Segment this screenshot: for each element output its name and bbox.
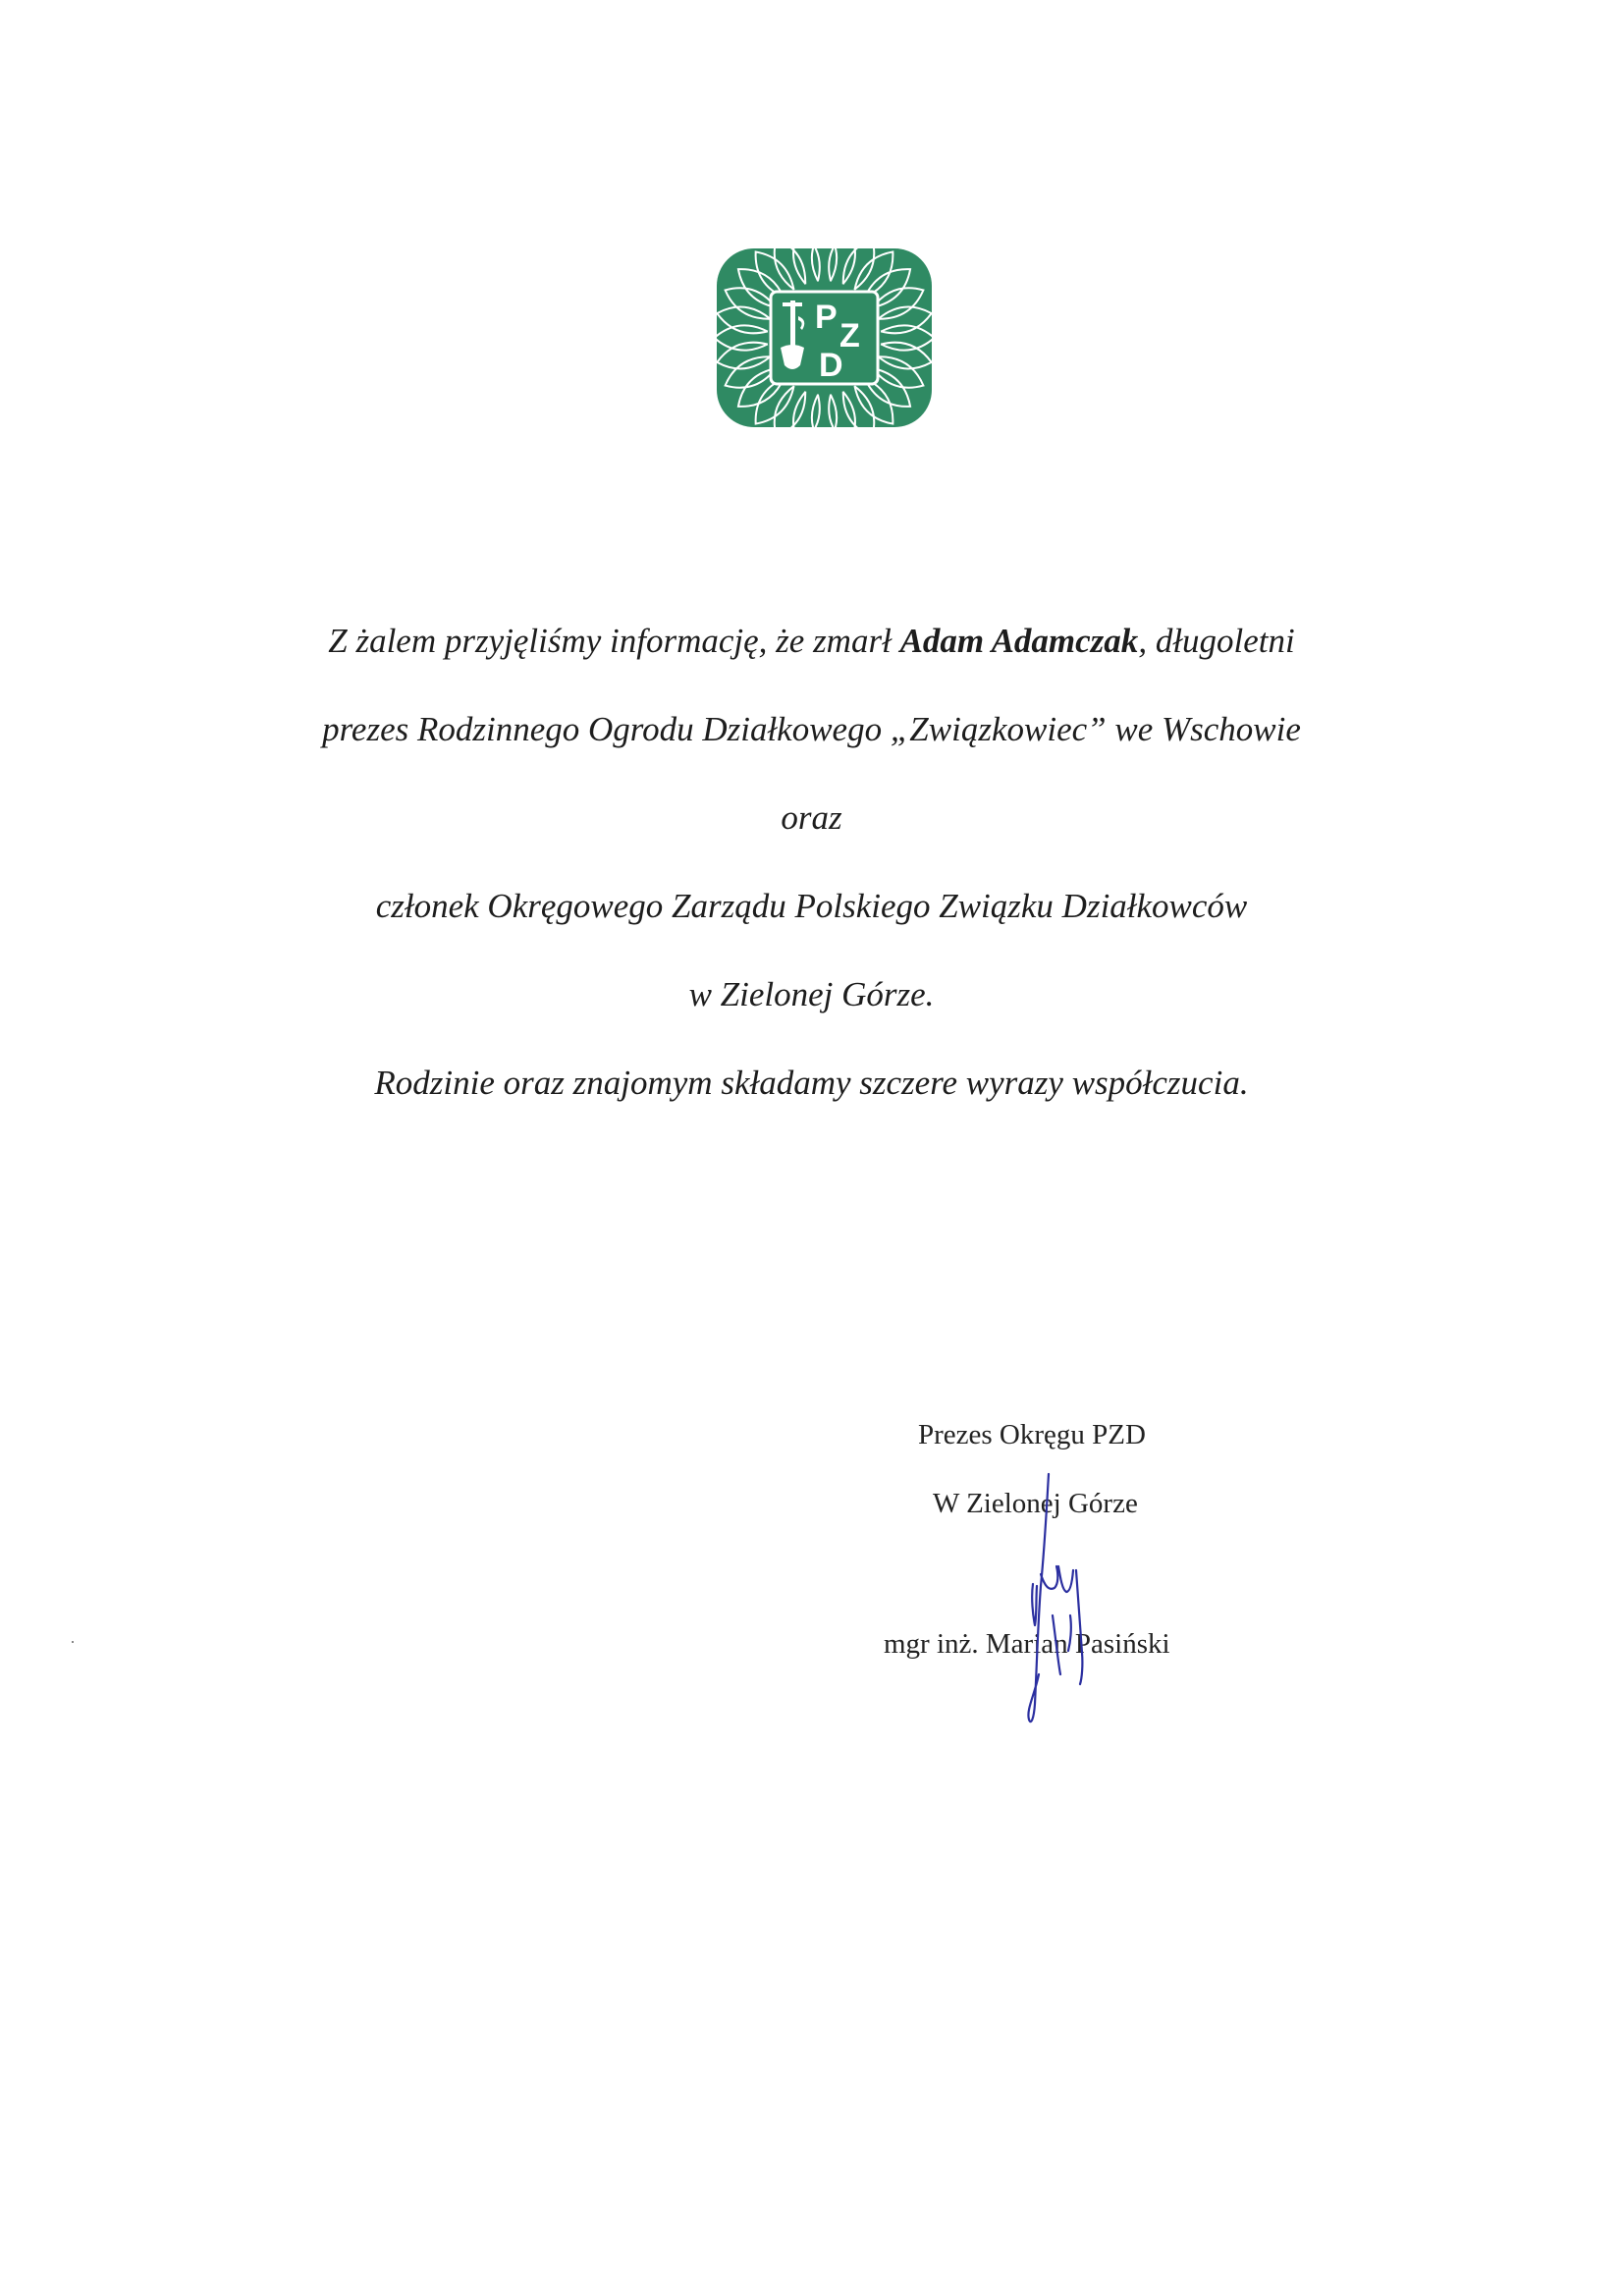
handwritten-signature <box>1011 1468 1129 1743</box>
letter-line-4: członek Okręgowego Zarządu Polskiego Związku Działkowców <box>375 887 1248 925</box>
letter-line-1: Z żalem przyjęliśmy informację, że zmarł Adam Adamczak, długoletni <box>328 622 1295 660</box>
deceased-name: Adam Adamczak <box>899 622 1139 660</box>
scan-speck <box>72 1641 74 1643</box>
svg-text:D: D <box>819 347 843 384</box>
letter-line-2: prezes Rodzinnego Ogrodu Działkowego „Związkowiec” we Wschowie <box>322 710 1301 748</box>
pzd-logo <box>714 246 935 430</box>
letter-line-6: Rodzinie oraz znajomym składamy szczere wyrazy współczucia. <box>374 1064 1249 1102</box>
signatory-name: mgr inż. Marian Pasiński <box>884 1628 1170 1660</box>
signatory-location: W Zielonej Górze <box>933 1488 1138 1519</box>
svg-text:Z: Z <box>839 317 860 355</box>
svg-text:P: P <box>815 299 838 336</box>
signatory-title: Prezes Okręgu PZD <box>918 1419 1146 1450</box>
letter-line-3: oraz <box>781 798 842 837</box>
letter-line-5: w Zielonej Górze. <box>688 975 935 1013</box>
